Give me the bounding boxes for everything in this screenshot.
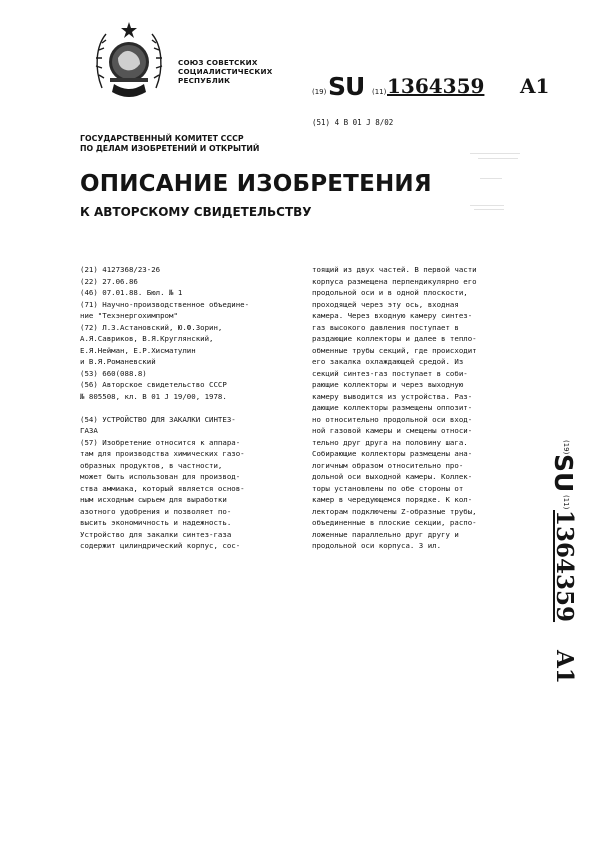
text-line: корпуса размещена перпендикулярно его bbox=[312, 276, 477, 286]
org-line: РЕСПУБЛИК bbox=[178, 76, 231, 85]
number-tag: (11) bbox=[372, 88, 387, 96]
text-line: может быть использован для производ- bbox=[80, 472, 241, 481]
text-line: высить экономичность и надежность. bbox=[80, 518, 232, 527]
text-line: проходящей через эту ось, входная bbox=[312, 299, 459, 309]
text-line bbox=[80, 402, 305, 414]
text-line: рающие коллекторы и через выходную bbox=[312, 380, 464, 389]
country-code: SU bbox=[328, 72, 365, 101]
committee-line: ПО ДЕЛАМ ИЗОБРЕТЕНИЙ И ОТКРЫТИЙ bbox=[80, 144, 260, 153]
document-title: ОПИСАНИЕ ИЗОБРЕТЕНИЯ bbox=[80, 171, 432, 197]
text-line: (21) 4127368/23-26 bbox=[80, 265, 161, 274]
committee-block bbox=[80, 134, 259, 154]
text-line: обменные трубы секций, где происходит bbox=[312, 345, 477, 355]
text-line: № 805508, кл. В 01 J 19/00, 1978. bbox=[80, 391, 227, 401]
text-line: (22) 27.06.86 bbox=[80, 276, 138, 286]
text-line: камеру выводится из устройства. Раз- bbox=[312, 391, 473, 401]
scan-mark bbox=[480, 178, 502, 179]
scan-mark bbox=[474, 209, 504, 210]
text-line: ние "Техэнергохимпром" bbox=[80, 311, 178, 320]
side-country-tag: (19) bbox=[562, 440, 570, 455]
text-line: камер в чередующемся порядке. К кол- bbox=[312, 495, 473, 504]
text-line: секций синтез-газ поступает в соби- bbox=[312, 368, 468, 378]
text-line: ложенные параллельно друг другу и bbox=[312, 529, 459, 539]
committee-line: ГОСУДАРСТВЕННЫЙ КОМИТЕТ СССР bbox=[80, 134, 244, 143]
text-line: ным исходным сырьем для выработки bbox=[80, 495, 227, 504]
text-line: (46) 07.01.88. Бюл. № 1 bbox=[80, 288, 183, 297]
text-line: (71) Научно-производственное объедине- bbox=[80, 299, 250, 309]
text-line: дающие коллекторы размещены оппозит- bbox=[312, 403, 473, 412]
text-line: (56) Авторское свидетельство СССР bbox=[80, 380, 227, 389]
text-line: и В.Я.Романевский bbox=[80, 357, 156, 366]
document-subtitle: К АВТОРСКОМУ СВИДЕТЕЛЬСТВУ bbox=[80, 205, 312, 219]
text-line: содержит цилиндрический корпус, сос- bbox=[80, 541, 241, 550]
text-line: дольной оси выходной камеры. Коллек- bbox=[312, 472, 473, 481]
scan-mark bbox=[470, 205, 504, 206]
text-line: тоящий из двух частей. В первой части bbox=[312, 265, 477, 274]
side-country-code: SU bbox=[549, 454, 578, 493]
abstract-column bbox=[312, 264, 557, 552]
text-line: Устройство для закалки синтез-газа bbox=[80, 529, 232, 539]
text-line: (54) УСТРОЙСТВО ДЛЯ ЗАКАЛКИ СИНТЕЗ- bbox=[80, 414, 236, 424]
text-line: объединенные в плоские секции, распо- bbox=[312, 518, 477, 527]
text-line: (53) 660(088.8) bbox=[80, 368, 147, 378]
side-number: 1364359 bbox=[551, 510, 578, 623]
text-line: раздающие коллекторы и далее в тепло- bbox=[312, 334, 477, 343]
text-line: продольной оси корпуса. 3 ил. bbox=[312, 541, 442, 550]
ipc-classification: (51) 4 B 01 J 8/02 bbox=[312, 118, 394, 127]
bibliographic-column bbox=[80, 264, 305, 552]
country-code-tag: (19) bbox=[312, 88, 327, 96]
text-line: ства аммиака, который является основ- bbox=[80, 483, 245, 493]
side-patent-number bbox=[548, 440, 578, 700]
side-kind: A1 bbox=[551, 650, 578, 684]
text-line: газ высокого давления поступает в bbox=[312, 322, 459, 332]
scan-mark bbox=[478, 158, 518, 159]
ussr-emblem bbox=[92, 18, 166, 106]
text-line: камера. Через входную камеру синтез- bbox=[312, 311, 473, 320]
text-line: (72) Л.З.Астановский, Ю.Ф.Зорин, bbox=[80, 322, 223, 332]
text-line: его закалка охлаждающей средой. Из bbox=[312, 357, 464, 366]
document-kind: A1 bbox=[520, 74, 550, 98]
text-line: образных продуктов, в частности, bbox=[80, 460, 223, 470]
patent-number: 1364359 bbox=[387, 74, 485, 98]
text-line: (57) Изобретение относится к аппара- bbox=[80, 437, 241, 447]
text-line: Собирающие коллекторы размещены ана- bbox=[312, 449, 473, 458]
text-line: ной газовой камеры и смещены относи- bbox=[312, 426, 473, 435]
text-line: А.Я.Савриков, В.Я.Круглянский, bbox=[80, 334, 214, 343]
text-line: торы установлены по обе стороны от bbox=[312, 483, 464, 493]
text-line: продольной оси и в одной плоскости, bbox=[312, 288, 468, 297]
text-line: азотного удобрения и позволяет по- bbox=[80, 506, 232, 516]
text-line: Е.Я.Нейман, Е.Р.Хисматулин bbox=[80, 345, 196, 355]
country-block bbox=[178, 58, 272, 85]
scan-mark bbox=[470, 153, 520, 154]
org-line: СОЮЗ СОВЕТСКИХ bbox=[178, 58, 258, 67]
text-line: ГАЗА bbox=[80, 426, 98, 435]
text-line: тельно друг друга на половину шага. bbox=[312, 437, 468, 447]
text-line: логичным образом относительно про- bbox=[312, 460, 464, 470]
text-line: лекторам подключены Z-образные трубы, bbox=[312, 506, 477, 516]
text-line: но относительно продольной оси вход- bbox=[312, 414, 473, 424]
side-number-tag: (11) bbox=[562, 495, 570, 510]
org-line: СОЦИАЛИСТИЧЕСКИХ bbox=[178, 67, 273, 76]
text-line: там для производства химических газо- bbox=[80, 449, 245, 458]
side-patent-number-rotated bbox=[548, 440, 578, 700]
